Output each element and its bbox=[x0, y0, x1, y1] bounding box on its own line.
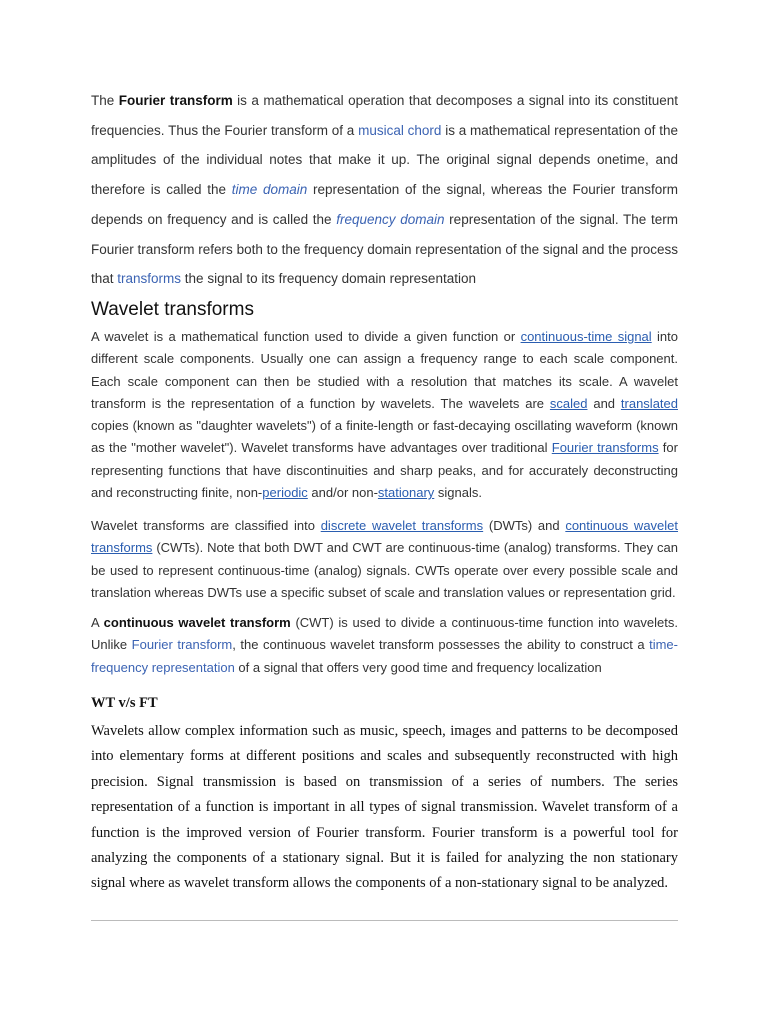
link-periodic[interactable]: periodic bbox=[262, 485, 308, 501]
text-run: , the continuous wavelet transform possesses the ability to construct a bbox=[232, 637, 650, 653]
link-translated[interactable]: translated bbox=[620, 395, 678, 411]
text-run: the signal to its frequency domain representation bbox=[181, 271, 476, 287]
link-transforms[interactable]: transforms bbox=[117, 271, 182, 287]
text-run: representation of the signal. The term Fourier transform refers both to the frequency domain representation of the signal and the process that bbox=[91, 211, 678, 287]
wavelet-transforms-heading: Wavelet transforms bbox=[91, 299, 254, 320]
text-run: signals. bbox=[434, 485, 482, 501]
link-frequency-domain[interactable]: frequency domain bbox=[336, 211, 445, 227]
text-run: Wavelet transforms are classified into bbox=[91, 518, 321, 533]
text-run: and bbox=[587, 395, 621, 411]
bold-term-continuous-wavelet-transform: continuous wavelet transform bbox=[103, 615, 291, 630]
text-run: representation of the signal, whereas the Fourier transform depends on frequency and is called the bbox=[91, 182, 678, 227]
wavelet-classification-paragraph bbox=[91, 515, 678, 604]
bold-term-fourier-transform: Fourier transform bbox=[118, 93, 233, 108]
wt-vs-ft-paragraph: Wavelets allow complex information such as music, speech, images and patterns to be decomposed into elementary forms at different positions and scales and subsequently reconstructed with high precision. Signal transmission is based on transmission of a series of numbers. The series representation of a function is important in all types of signal transmission. Wavelet transform of a function is the improved version of Fourier transform. Fourier transform is a powerful tool for analyzing the components of a stationary signal. But it is failed for analyzing the non stationary signal where as wavelet transform allows the components of a non-stationary signal to be analyzed. bbox=[91, 723, 678, 892]
wt-vs-ft-heading: WT v/s FT bbox=[91, 695, 158, 711]
link-time-frequency-representation[interactable]: time-frequency representation bbox=[91, 637, 678, 675]
text-run: copies (known as "daughter wavelets") of a finite-length or fast-decaying oscillating waveform (known as the "mother wavelet"). Wavelet transforms have advantages over traditional bbox=[91, 418, 678, 456]
text-run: (DWTs) and bbox=[483, 518, 566, 533]
link-scaled[interactable]: scaled bbox=[549, 395, 588, 411]
fourier-intro-paragraph bbox=[91, 86, 678, 294]
text-run: is a mathematical representation of the amplitudes of the individual notes that make it up. The original signal depends onetime, and therefore is called the bbox=[91, 122, 678, 198]
text-run: of a signal that offers very good time and frequency localization bbox=[234, 659, 602, 675]
link-continuous-wavelet-transforms[interactable]: continuous wavelet transforms bbox=[91, 518, 679, 556]
wavelet-definition-paragraph bbox=[91, 326, 678, 504]
link-continuous-time-signal[interactable]: continuous-time signal bbox=[520, 329, 652, 344]
text-run: into different scale components. Usually one can assign a frequency range to each scale component. Each scale component can then be studied with a resolution that matches its scale. A wavelet transform is the representation of a function by wavelets. The wavelets are bbox=[91, 329, 679, 411]
text-run: The bbox=[91, 93, 119, 108]
link-time-domain[interactable]: time domain bbox=[231, 182, 308, 198]
bottom-divider bbox=[91, 920, 678, 921]
link-stationary[interactable]: stationary bbox=[377, 485, 435, 501]
link-fourier-transforms[interactable]: Fourier transforms bbox=[551, 440, 659, 456]
link-discrete-wavelet-transforms[interactable]: discrete wavelet transforms bbox=[320, 518, 484, 533]
text-run: (CWT) is used to divide a continuous-time function into wavelets. Unlike bbox=[91, 615, 678, 653]
text-run: and/or non- bbox=[307, 485, 378, 501]
link-fourier-transform[interactable]: Fourier transform bbox=[131, 637, 233, 653]
text-run: for representing functions that have discontinuities and sharp peaks, and for accurately deconstructing and reconstructing finite, non- bbox=[91, 440, 678, 501]
link-musical-chord[interactable]: musical chord bbox=[358, 122, 442, 138]
text-run: (CWTs). Note that both DWT and CWT are continuous-time (analog) transforms. They can be used to represent continuous-time (analog) signals. CWTs operate over every possible scale and translation whereas DWTs use a specific subset of scale and translation values or representation grid. bbox=[91, 540, 678, 600]
text-run: A wavelet is a mathematical function used to divide a given function or bbox=[91, 329, 521, 344]
text-run: A bbox=[91, 615, 104, 630]
cwt-paragraph bbox=[91, 612, 678, 679]
text-run: is a mathematical operation that decomposes a signal into its constituent frequencies. Thus the Fourier transform of a bbox=[91, 93, 678, 138]
